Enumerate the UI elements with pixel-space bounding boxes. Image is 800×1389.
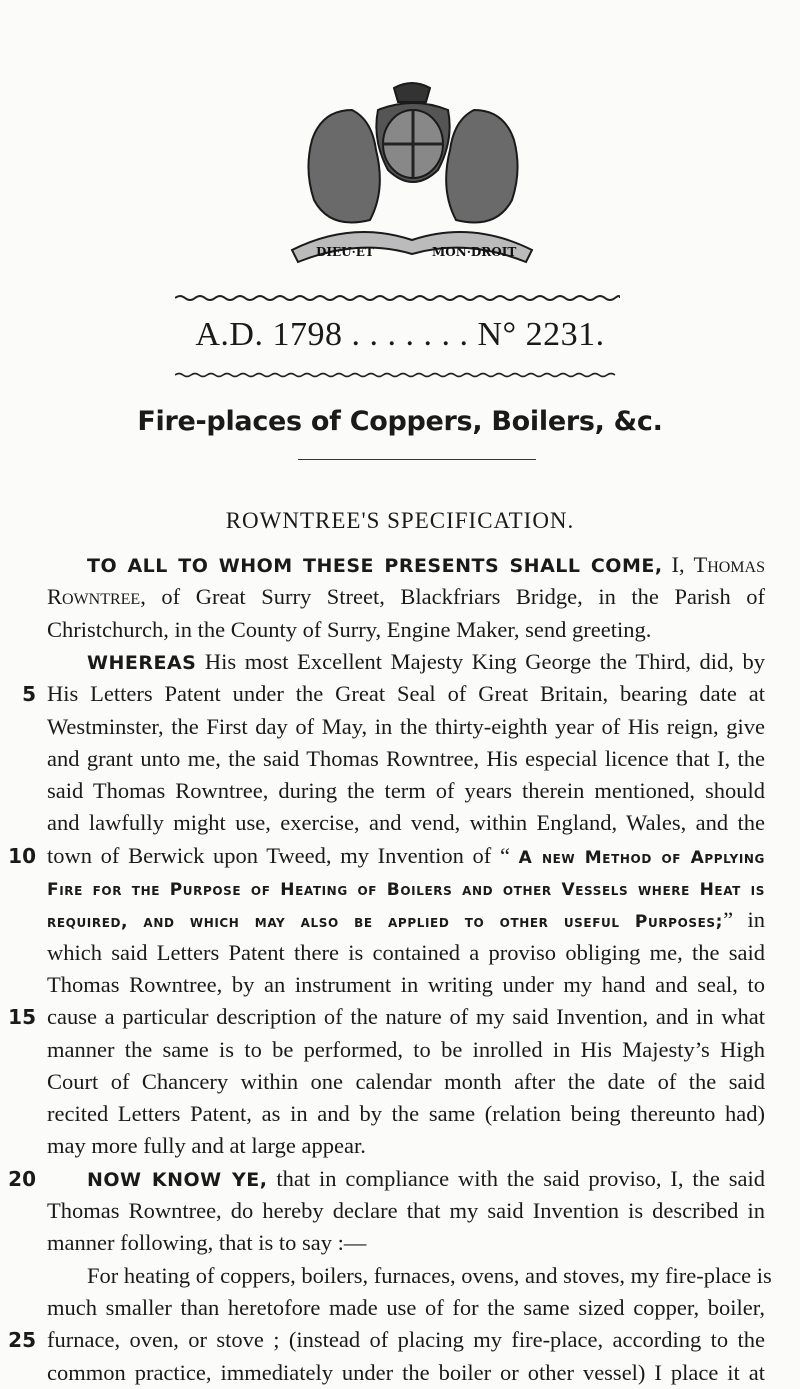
text-run: much smaller than heretofore made use of for the same sized copper, boiler, <box>47 1295 765 1320</box>
text-run: recited Letters Patent, as in and by the same (relation being thereunto had) <box>47 1101 765 1126</box>
line-number: 5 <box>22 682 36 706</box>
text-run: which said Letters Patent there is contained a proviso obliging me, the said <box>47 940 765 965</box>
text-run: furnace, oven, or stove ; (instead of placing my fire-place, according to the <box>47 1327 765 1352</box>
text-line <box>47 1001 765 1033</box>
line-number: 10 <box>8 844 36 868</box>
patent-heading <box>0 316 800 354</box>
text-line <box>47 1195 765 1227</box>
text-run: may more fully and at large appear. <box>47 1133 366 1158</box>
text-line <box>47 1098 765 1130</box>
text-run: said Thomas Rowntree, during the term of years therein mentioned, should <box>47 778 765 803</box>
text-run: manner the same is to be performed, to be inrolled in His Majesty’s High <box>47 1037 765 1062</box>
text-line <box>87 1163 765 1195</box>
text-run: ” in <box>723 907 765 932</box>
specification-title: ROWNTREE'S SPECIFICATION. <box>225 508 575 533</box>
text-run: Thomas Rowntree, by an instrument in writing under my hand and seal, to <box>47 972 765 997</box>
patent-number: N° 2231. <box>477 316 605 353</box>
text-run: Westminster, the First day of May, in the thirty-eighth year of His reign, give <box>47 714 765 739</box>
text-line <box>87 1260 772 1292</box>
text-line <box>87 549 765 581</box>
text-line <box>47 1066 765 1098</box>
text-run: and grant unto me, the said Thomas Rowntree, His especial licence that I, the <box>47 746 765 771</box>
text-run: of Great Surry Street, Blackfriars Bridge, in the Parish of <box>145 584 765 609</box>
text-run: Fire for the Purpose of Heating of Boilers and other Vessels where Heat is <box>47 880 765 900</box>
text-line <box>47 711 765 743</box>
svg-text:MON·DROIT: MON·DROIT <box>432 245 517 259</box>
royal-coat-of-arms <box>282 80 544 266</box>
line-number: 20 <box>8 1167 36 1191</box>
text-run: required, and which may also be applied to other useful Purposes; <box>47 912 724 932</box>
text-line <box>47 1324 765 1356</box>
text-run: I, <box>662 552 694 577</box>
text-run: Rowntree, <box>47 584 146 609</box>
text-run: and lawfully might use, exercise, and vend, within England, Wales, and the <box>47 810 765 835</box>
divider-rule <box>298 459 536 460</box>
decorative-wavy-rule-top <box>175 293 620 303</box>
text-run: town of Berwick upon Tweed, my Invention of “ <box>47 843 519 868</box>
text-line <box>47 904 765 936</box>
heading-dots: . . . . . . . <box>342 316 478 353</box>
text-line <box>47 969 765 1001</box>
text-run: that in compliance with the said proviso, I, the said <box>267 1166 765 1191</box>
text-run: WHEREAS <box>87 652 197 674</box>
text-line <box>47 840 765 872</box>
text-run: His most Excellent Majesty King George the Third, did, by <box>196 649 765 674</box>
text-line <box>47 1227 765 1259</box>
text-line <box>47 581 765 613</box>
text-line <box>47 1357 765 1389</box>
text-run: Court of Chancery within one calendar month after the date of the said <box>47 1069 765 1094</box>
line-number: 15 <box>8 1005 36 1029</box>
text-line <box>47 807 765 839</box>
text-line <box>87 646 765 678</box>
text-line <box>47 614 765 646</box>
patent-subject: Fire-places of Coppers, Boilers, &c. <box>137 406 663 437</box>
text-line <box>47 1034 765 1066</box>
text-run: NOW KNOW YE, <box>87 1169 268 1191</box>
text-line <box>47 872 765 904</box>
text-run: Thomas <box>693 552 765 577</box>
text-run: His Letters Patent under the Great Seal of Great Britain, bearing date at <box>47 681 765 706</box>
text-run: Thomas Rowntree, do hereby declare that my said Invention is described in <box>47 1198 765 1223</box>
patent-year: A.D. 1798 <box>195 316 343 353</box>
text-line <box>47 775 765 807</box>
svg-text:DIEU·ET: DIEU·ET <box>316 245 374 259</box>
text-line <box>47 937 765 969</box>
text-run: common practice, immediately under the boiler or other vessel) I place it at <box>47 1360 765 1385</box>
text-run: For heating of coppers, boilers, furnaces, ovens, and stoves, my fire-place is <box>87 1263 772 1288</box>
text-line <box>47 1292 765 1324</box>
text-line <box>47 1130 765 1162</box>
text-run: TO ALL TO WHOM THESE PRESENTS SHALL COME, <box>87 555 663 577</box>
text-line <box>47 743 765 775</box>
text-line <box>47 678 765 710</box>
text-run: manner following, that is to say :— <box>47 1230 367 1255</box>
decorative-wavy-rule-bottom <box>175 370 620 380</box>
line-number: 25 <box>8 1328 36 1352</box>
text-run: cause a particular description of the nature of my said Invention, and in what <box>47 1004 765 1029</box>
text-run: Christchurch, in the County of Surry, Engine Maker, send greeting. <box>47 617 652 642</box>
text-run: A new Method of Applying <box>518 848 766 868</box>
